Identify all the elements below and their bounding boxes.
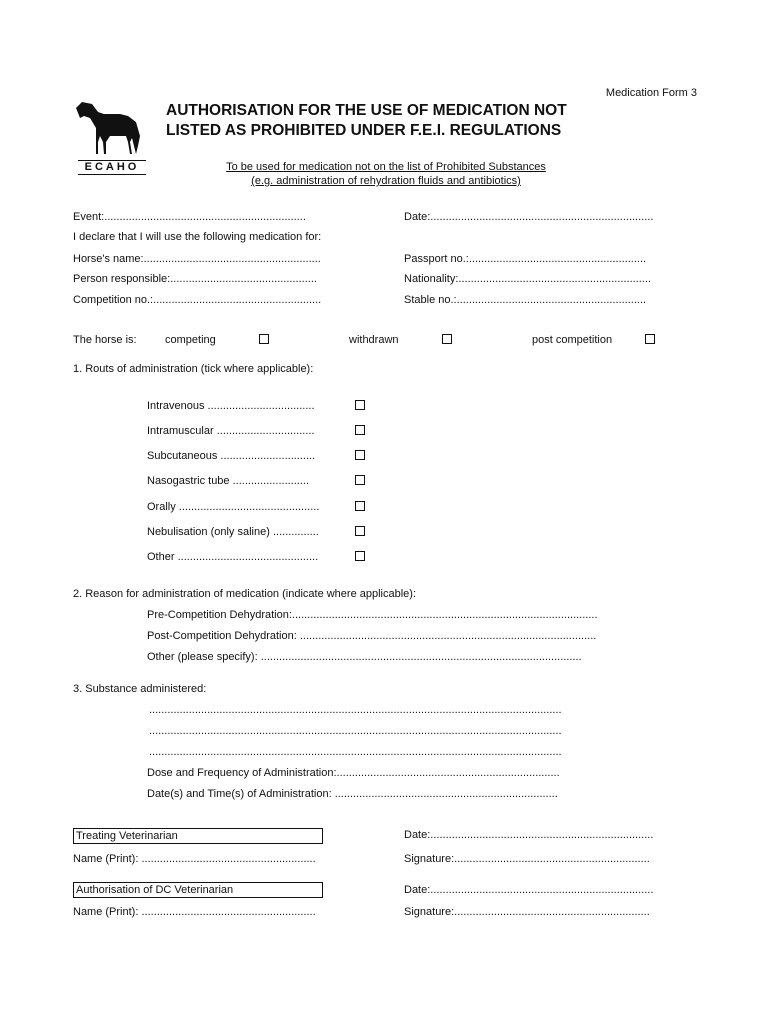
- section2-heading: 2. Reason for administration of medication (indicate where applicable):: [73, 588, 417, 600]
- dates-field[interactable]: Date(s) and Time(s) of Administration: .........................................................................: [147, 788, 558, 800]
- date-label: Date:: [404, 211, 431, 223]
- post-competition-field[interactable]: Post-Competition Dehydration: .................................................................................................: [147, 630, 597, 642]
- withdrawn-checkbox[interactable]: [442, 334, 452, 344]
- post-competition-checkbox[interactable]: [645, 334, 655, 344]
- date-field[interactable]: Date:.........................................................................: [404, 211, 654, 223]
- section1-heading: 1. Routs of administration (tick where applicable):: [73, 363, 314, 375]
- other-reason-field[interactable]: Other (please specify): .........................................................................................................: [147, 651, 582, 663]
- competition-no-label: Competition no.:: [73, 294, 154, 306]
- event-field[interactable]: Event:..................................................................: [73, 211, 306, 223]
- dose-field[interactable]: Dose and Frequency of Administration:.........................................................................: [147, 767, 560, 779]
- treating-vet-heading: Treating Veterinarian: [73, 828, 323, 844]
- stable-no-field[interactable]: Stable no.:..............................................................: [404, 294, 647, 306]
- treating-name-field[interactable]: Name (Print): .........................................................: [73, 853, 316, 865]
- route-label: Intravenous: [147, 400, 205, 412]
- route-label: Nebulisation (only saline): [147, 526, 270, 538]
- horse-name-label: Horse's name:: [73, 253, 144, 265]
- subtitle-line-2: (e.g. administration of rehydration fluids and antibiotics): [251, 175, 521, 187]
- horse-status-label: The horse is:: [73, 334, 137, 346]
- dc-signature-label: Signature:: [404, 906, 455, 918]
- dc-name-field[interactable]: Name (Print): .........................................................: [73, 906, 316, 918]
- route-other[interactable]: Other ..............................................: [147, 551, 319, 563]
- dc-signature-field[interactable]: Signature:................................................................: [404, 906, 650, 918]
- pre-competition-field[interactable]: Pre-Competition Dehydration:....................................................................................................: [147, 609, 598, 621]
- route-label: Other: [147, 551, 175, 563]
- route-checkbox[interactable]: [355, 400, 365, 410]
- route-label: Orally: [147, 501, 176, 513]
- declare-text: I declare that I will use the following medication for:: [73, 231, 322, 243]
- competing-checkbox[interactable]: [259, 334, 269, 344]
- passport-label: Passport no.:: [404, 253, 469, 265]
- person-responsible-field[interactable]: Person responsible:................................................: [73, 273, 317, 285]
- treating-signature-field[interactable]: Signature:................................................................: [404, 853, 650, 865]
- nationality-label: Nationality:: [404, 273, 459, 285]
- competing-label: competing: [165, 334, 216, 346]
- withdrawn-label: withdrawn: [349, 334, 399, 346]
- route-checkbox[interactable]: [355, 450, 365, 460]
- dc-date-field[interactable]: Date:.........................................................................: [404, 884, 654, 896]
- subtitle-line-1: To be used for medication not on the list of Prohibited Substances: [226, 161, 546, 173]
- post-competition-label: post competition: [532, 334, 613, 346]
- substance-line[interactable]: .......................................................................................................................................: [149, 704, 562, 716]
- section3-heading: 3. Substance administered:: [73, 683, 207, 695]
- nationality-field[interactable]: Nationality:...............................................................: [404, 273, 651, 285]
- treating-date-field[interactable]: Date:.........................................................................: [404, 829, 654, 841]
- treating-signature-label: Signature:: [404, 853, 455, 865]
- title-line-1: AUTHORISATION FOR THE USE OF MEDICATION NOT: [166, 102, 567, 119]
- route-label: Intramuscular: [147, 425, 214, 437]
- person-responsible-label: Person responsible:: [73, 273, 171, 285]
- substance-line[interactable]: .......................................................................................................................................: [149, 746, 562, 758]
- route-intramuscular[interactable]: Intramuscular ................................: [147, 425, 315, 437]
- route-checkbox[interactable]: [355, 526, 365, 536]
- pre-competition-label: Pre-Competition Dehydration:: [147, 609, 292, 621]
- treating-name-label: Name (Print):: [73, 853, 139, 865]
- route-subcutaneous[interactable]: Subcutaneous ...............................: [147, 450, 316, 462]
- dc-date-label: Date:: [404, 884, 431, 896]
- logo-text: ECAHO: [78, 160, 146, 175]
- route-checkbox[interactable]: [355, 425, 365, 435]
- dates-label: Date(s) and Time(s) of Administration:: [147, 788, 332, 800]
- substance-line[interactable]: .......................................................................................................................................: [149, 725, 562, 737]
- route-checkbox[interactable]: [355, 501, 365, 511]
- route-checkbox[interactable]: [355, 551, 365, 561]
- route-label: Nasogastric tube: [147, 475, 230, 487]
- event-label: Event:: [73, 211, 105, 223]
- stable-no-label: Stable no.:: [404, 294, 457, 306]
- route-nasogastric[interactable]: Nasogastric tube .........................: [147, 475, 310, 487]
- route-checkbox[interactable]: [355, 475, 365, 485]
- route-orally[interactable]: Orally ..............................................: [147, 501, 320, 513]
- route-intravenous[interactable]: Intravenous ...................................: [147, 400, 315, 412]
- dc-name-label: Name (Print):: [73, 906, 139, 918]
- route-label: Subcutaneous: [147, 450, 218, 462]
- dose-label: Dose and Frequency of Administration:: [147, 767, 337, 779]
- other-reason-label: Other (please specify):: [147, 651, 258, 663]
- treating-date-label: Date:: [404, 829, 431, 841]
- competition-no-field[interactable]: Competition no.:.......................................................: [73, 294, 322, 306]
- dc-vet-heading: Authorisation of DC Veterinarian: [73, 882, 323, 898]
- title: [166, 101, 567, 141]
- title-line-2: LISTED AS PROHIBITED UNDER F.E.I. REGULATIONS: [166, 122, 562, 139]
- form-number: Medication Form 3: [605, 87, 697, 99]
- passport-field[interactable]: Passport no.:..........................................................: [404, 253, 647, 265]
- horse-name-field[interactable]: Horse's name:..........................................................: [73, 253, 321, 265]
- post-competition-dehydration-label: Post-Competition Dehydration:: [147, 630, 297, 642]
- route-nebulisation[interactable]: Nebulisation (only saline) ...............: [147, 526, 319, 538]
